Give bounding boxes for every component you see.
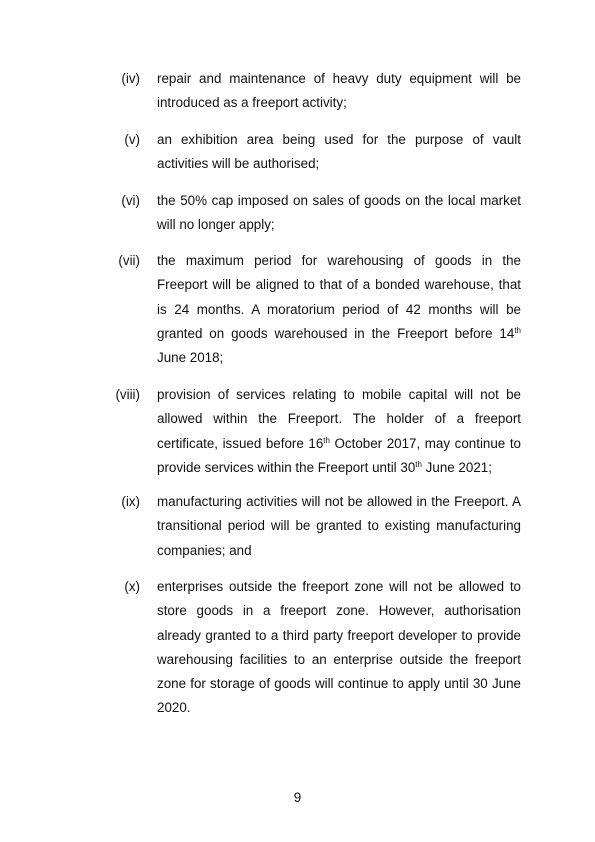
item-text xyxy=(157,249,521,370)
item-number: (x) xyxy=(124,579,140,594)
item-text: repair and maintenance of heavy duty equipment will be introduced as a freeport activity; xyxy=(157,71,521,111)
item-text: manufacturing activities will not be allowed in the Freeport. A transitional period will be granted to existing manufacturing companies; and xyxy=(157,494,521,558)
item-number: (ix) xyxy=(121,494,140,509)
item-number: (vii) xyxy=(118,253,140,268)
page-number: 9 xyxy=(293,790,302,805)
item-text-part: the maximum period for warehousing of goods in the Freeport will be aligned to that of a bonded warehouse, that is 24 months. A moratorium period of 42 months will be granted on goods warehoused in the Freeport before 14 xyxy=(157,253,521,341)
item-text-part: June 2018; xyxy=(157,350,224,366)
item-text: enterprises outside the freeport zone will not be allowed to store goods in a freeport zone. However, authorisation already granted to a third party freeport developer to provide warehousing facilities to an enterprise outside the freeport zone for storage of goods will continue to apply until 30 June 2020. xyxy=(157,579,521,716)
ordinal-suffix: th xyxy=(415,459,422,469)
ordinal-suffix: th xyxy=(514,325,521,335)
ordinal-suffix: th xyxy=(323,435,330,445)
item-number: (vi) xyxy=(121,193,140,208)
item-text-part: June 2021; xyxy=(421,459,492,475)
item-number: (viii) xyxy=(115,387,140,402)
item-text: the 50% cap imposed on sales of goods on the local market will no longer apply; xyxy=(157,193,521,233)
item-text-part: October 2017, may continue to provide services within the Freeport until 30 xyxy=(157,435,521,475)
item-number: (v) xyxy=(124,132,140,147)
item-text xyxy=(157,383,521,480)
item-text: an exhibition area being used for the purpose of vault activities will be authorised; xyxy=(157,132,521,172)
item-number: (iv) xyxy=(121,71,140,86)
item-text-part: provision of services relating to mobile capital will not be allowed within the Freeport. The holder of a freeport certificate, issued before 16 xyxy=(157,387,521,451)
